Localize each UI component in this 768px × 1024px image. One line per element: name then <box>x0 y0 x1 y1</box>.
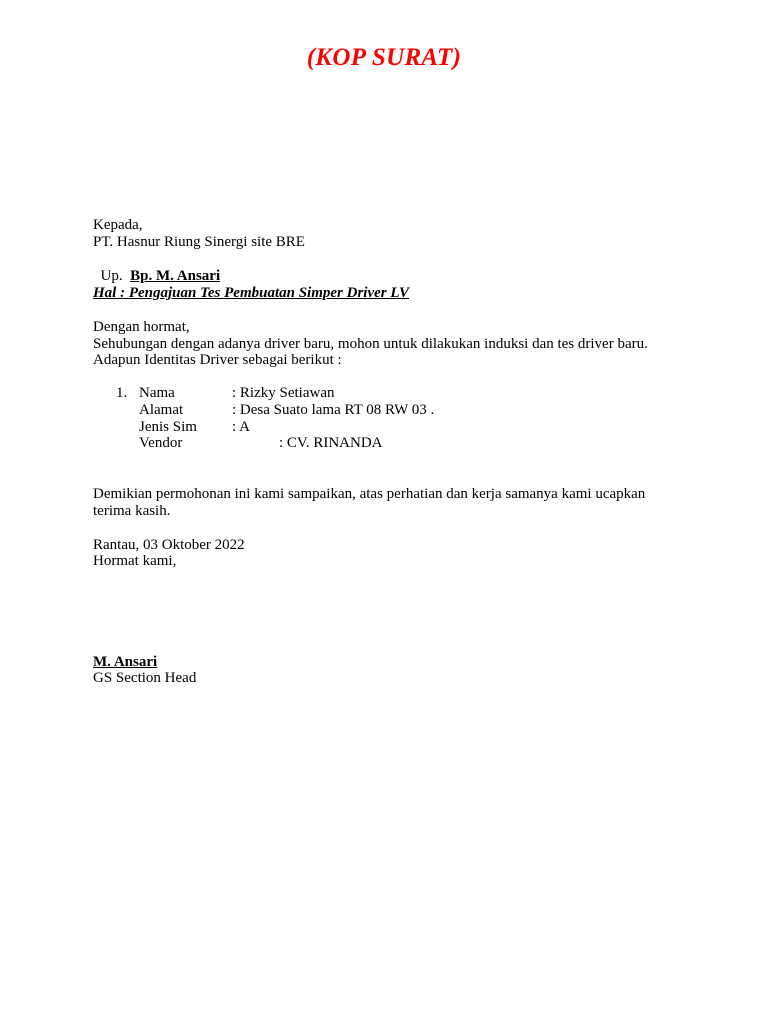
field-value-nama: : Rizky Setiawan <box>232 385 335 401</box>
closing-line-1: Demikian permohonan ini kami sampaikan, atas perhatian dan kerja samanya kami ucapkan <box>93 486 646 502</box>
salutation: Dengan hormat, <box>93 319 190 335</box>
signatory-title: GS Section Head <box>93 670 197 686</box>
up-name: Bp. M. Ansari <box>130 268 221 284</box>
place-date: Rantau, 03 Oktober 2022 <box>93 537 245 553</box>
field-label-vendor: Vendor <box>139 435 183 451</box>
letterhead-placeholder: (KOP SURAT) <box>306 44 462 71</box>
recipient-company: PT. Hasnur Riung Sinergi site BRE <box>93 234 305 250</box>
field-value-alamat: : Desa Suato lama RT 08 RW 03 . <box>232 402 435 418</box>
list-number: 1. <box>116 385 128 401</box>
closing-line-2: terima kasih. <box>93 503 171 519</box>
field-label-nama: Nama <box>139 385 175 401</box>
field-value-vendor: : CV. RINANDA <box>279 435 383 451</box>
body-paragraph-1: Sehubungan dengan adanya driver baru, mohon untuk dilakukan induksi dan tes driver baru. <box>93 336 648 352</box>
letter-subject: Hal : Pengajuan Tes Pembuatan Simper Driver LV <box>93 285 409 301</box>
signatory-name: M. Ansari <box>93 654 158 670</box>
up-prefix: Up. <box>100 268 123 284</box>
field-label-jenis-sim: Jenis Sim <box>139 419 197 435</box>
body-paragraph-2: Adapun Identitas Driver sebagai berikut : <box>93 352 342 368</box>
field-label-alamat: Alamat <box>139 402 184 418</box>
recipient-greeting: Kepada, <box>93 217 143 233</box>
recipient-up-line <box>93 251 220 285</box>
field-value-jenis-sim: : A <box>232 419 250 435</box>
regards: Hormat kami, <box>93 553 177 569</box>
